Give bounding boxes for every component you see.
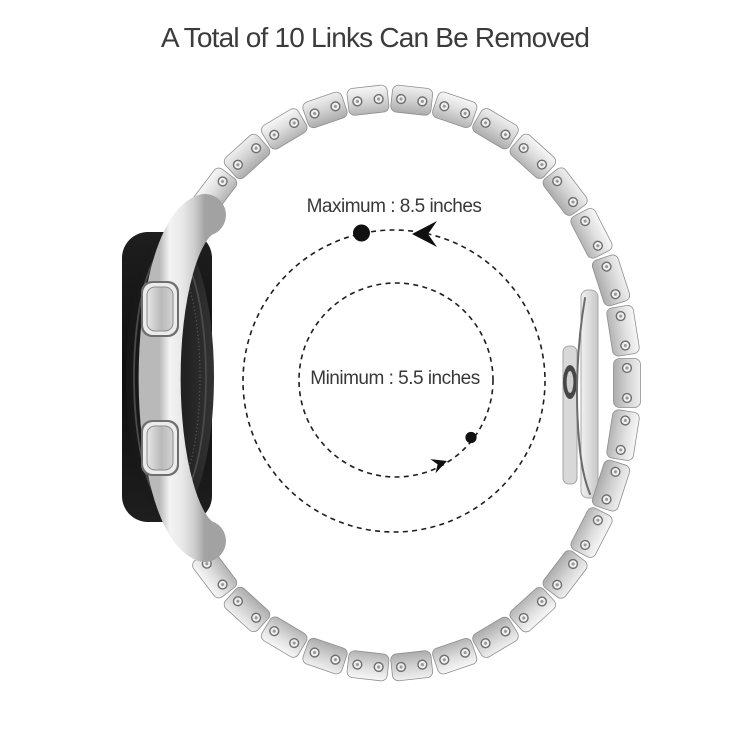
band-link	[301, 90, 349, 129]
band-link	[606, 305, 640, 357]
outer-ccw-arrowhead-icon	[412, 221, 437, 247]
band-link	[301, 637, 349, 676]
band-link	[259, 615, 309, 660]
band-link	[431, 637, 479, 676]
max-size-label: Maximum : 8.5 inches	[306, 196, 482, 217]
band-link	[470, 615, 520, 660]
outer-dot-marker	[353, 225, 370, 242]
clasp-loop-highlight	[567, 371, 574, 393]
band-link	[541, 165, 590, 217]
band-link	[470, 106, 520, 151]
band-link	[431, 90, 479, 129]
band-link	[569, 506, 614, 560]
band-link	[222, 585, 273, 634]
page-title: A Total of 10 Links Can Be Removed	[160, 22, 590, 53]
band-link	[569, 206, 614, 260]
band-link	[222, 132, 273, 181]
inner-dot-marker	[465, 432, 476, 443]
band-link	[346, 650, 389, 681]
band-link	[346, 85, 389, 116]
watch-side-view	[122, 215, 214, 541]
band-link	[541, 548, 590, 600]
band-link	[507, 585, 558, 634]
watch-button-lower	[141, 420, 179, 476]
inner-ccw-arrowhead-icon	[430, 459, 447, 473]
min-size-label: Minimum : 5.5 inches	[310, 368, 480, 389]
band-link	[390, 650, 433, 681]
band-link	[259, 106, 309, 151]
clasp-cover-plate	[581, 290, 598, 498]
band-link	[390, 85, 433, 116]
watch-button-upper	[141, 281, 179, 337]
band-link	[606, 409, 640, 461]
band-link	[614, 359, 641, 408]
band-link	[508, 132, 559, 181]
clasp	[563, 290, 598, 498]
